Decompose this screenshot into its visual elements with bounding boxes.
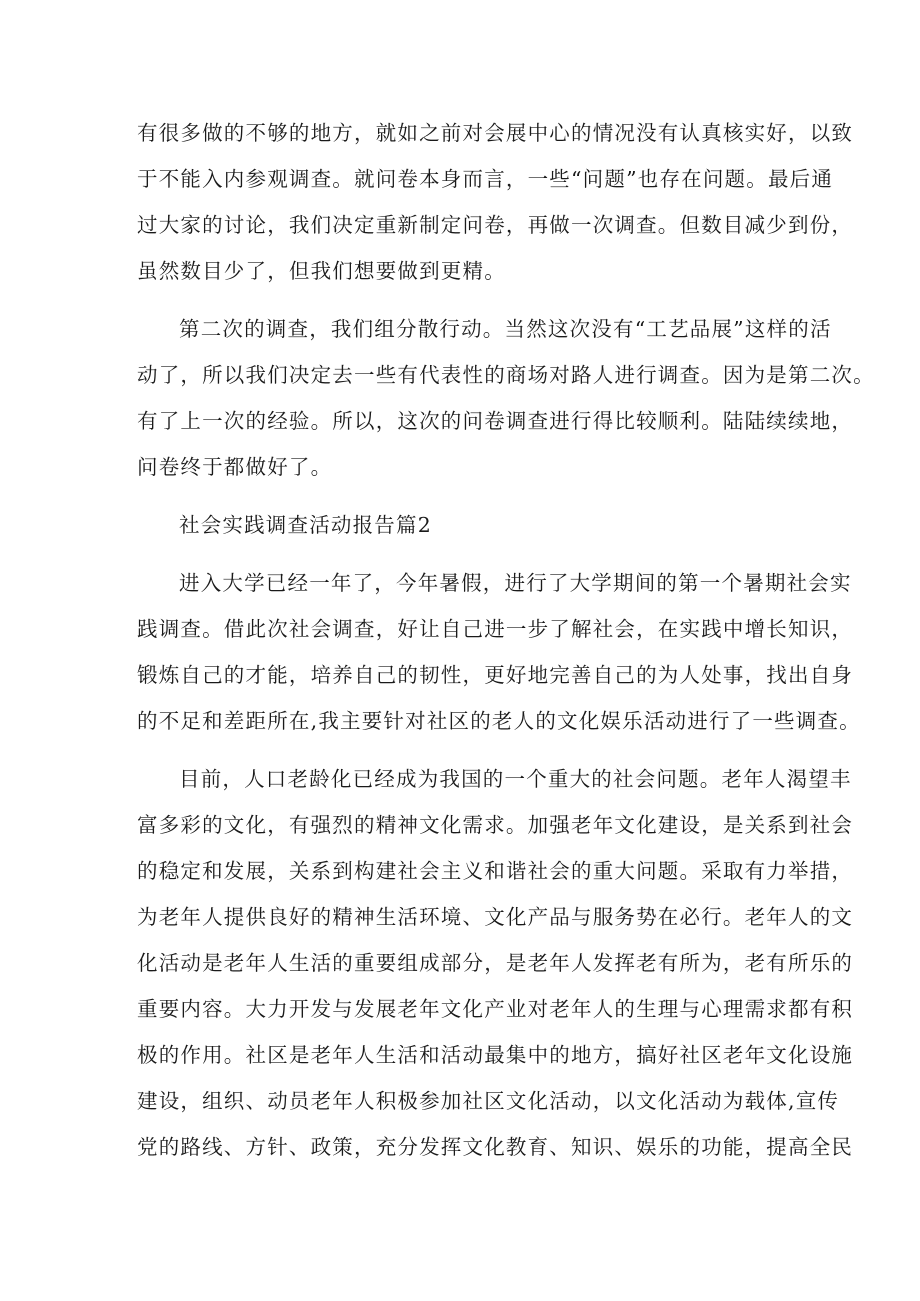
paragraph-2 — [137, 306, 875, 490]
heading-text: 社会实践调查活动报告篇2 — [179, 513, 432, 537]
text-line: 锻炼自己的才能，培养自己的韧性，更好地完善自己的为人处事，找出自身 — [137, 663, 854, 687]
text-line: 建设，组织、动员老年人积极参加社区文化活动，以文化活动为载体,宣传 — [137, 1089, 840, 1113]
paragraph-3 — [137, 560, 861, 744]
text-line: 问卷终于都做好了。 — [137, 455, 333, 479]
text-line: 过大家的讨论，我们决定重新制定问卷，再做一次调查。但数目减少到份， — [137, 213, 854, 237]
section-heading — [137, 502, 805, 548]
paragraph-4 — [137, 756, 854, 1170]
text-line: 进入大学已经一年了，今年暑假，进行了大学期间的第一个暑期社会实 — [179, 571, 852, 595]
text-line: 虽然数目少了，但我们想要做到更精。 — [137, 259, 506, 283]
text-line: 有很多做的不够的地方，就如之前对会展中心的情况没有认真核实好，以致 — [137, 121, 854, 145]
text-line: 为老年人提供良好的精神生活环境、文化产品与服务势在必行。老年人的文 — [137, 905, 854, 929]
text-line: 于不能入内参观调查。就问卷本身而言，一些“问题”也存在问题。最后通 — [137, 167, 834, 191]
document-body — [137, 110, 875, 1182]
text-line: 第二次的调查，我们组分散行动。当然这次没有“工艺品展”这样的活 — [179, 317, 832, 341]
text-line: 化活动是老年人生活的重要组成部分，是老年人发挥老有所为，老有所乐的 — [137, 951, 854, 975]
paragraph-1 — [137, 110, 854, 294]
text-line: 富多彩的文化，有强烈的精神文化需求。加强老年文化建设，是关系到社会 — [137, 813, 854, 837]
text-line: 践调查。借此次社会调查，好让自己进一步了解社会，在实践中增长知识， — [137, 617, 854, 641]
text-line: 重要内容。大力开发与发展老年文化产业对老年人的生理与心理需求都有积 — [137, 997, 854, 1021]
text-line: 党的路线、方针、政策，充分发挥文化教育、知识、娱乐的功能，提高全民 — [137, 1135, 854, 1159]
text-line: 的不足和差距所在,我主要针对社区的老人的文化娱乐活动进行了一些调查。 — [137, 709, 861, 733]
text-line: 极的作用。社区是老年人生活和活动最集中的地方，搞好社区老年文化设施 — [137, 1043, 854, 1067]
text-line: 动了，所以我们决定去一些有代表性的商场对路人进行调查。因为是第二次。 — [137, 363, 875, 387]
text-line: 有了上一次的经验。所以，这次的问卷调查进行得比较顺利。陆陆续续地， — [137, 409, 854, 433]
text-line: 的稳定和发展，关系到构建社会主义和谐社会的重大问题。采取有力举措， — [137, 859, 854, 883]
text-line: 目前，人口老龄化已经成为我国的一个重大的社会问题。老年人渴望丰 — [179, 767, 852, 791]
